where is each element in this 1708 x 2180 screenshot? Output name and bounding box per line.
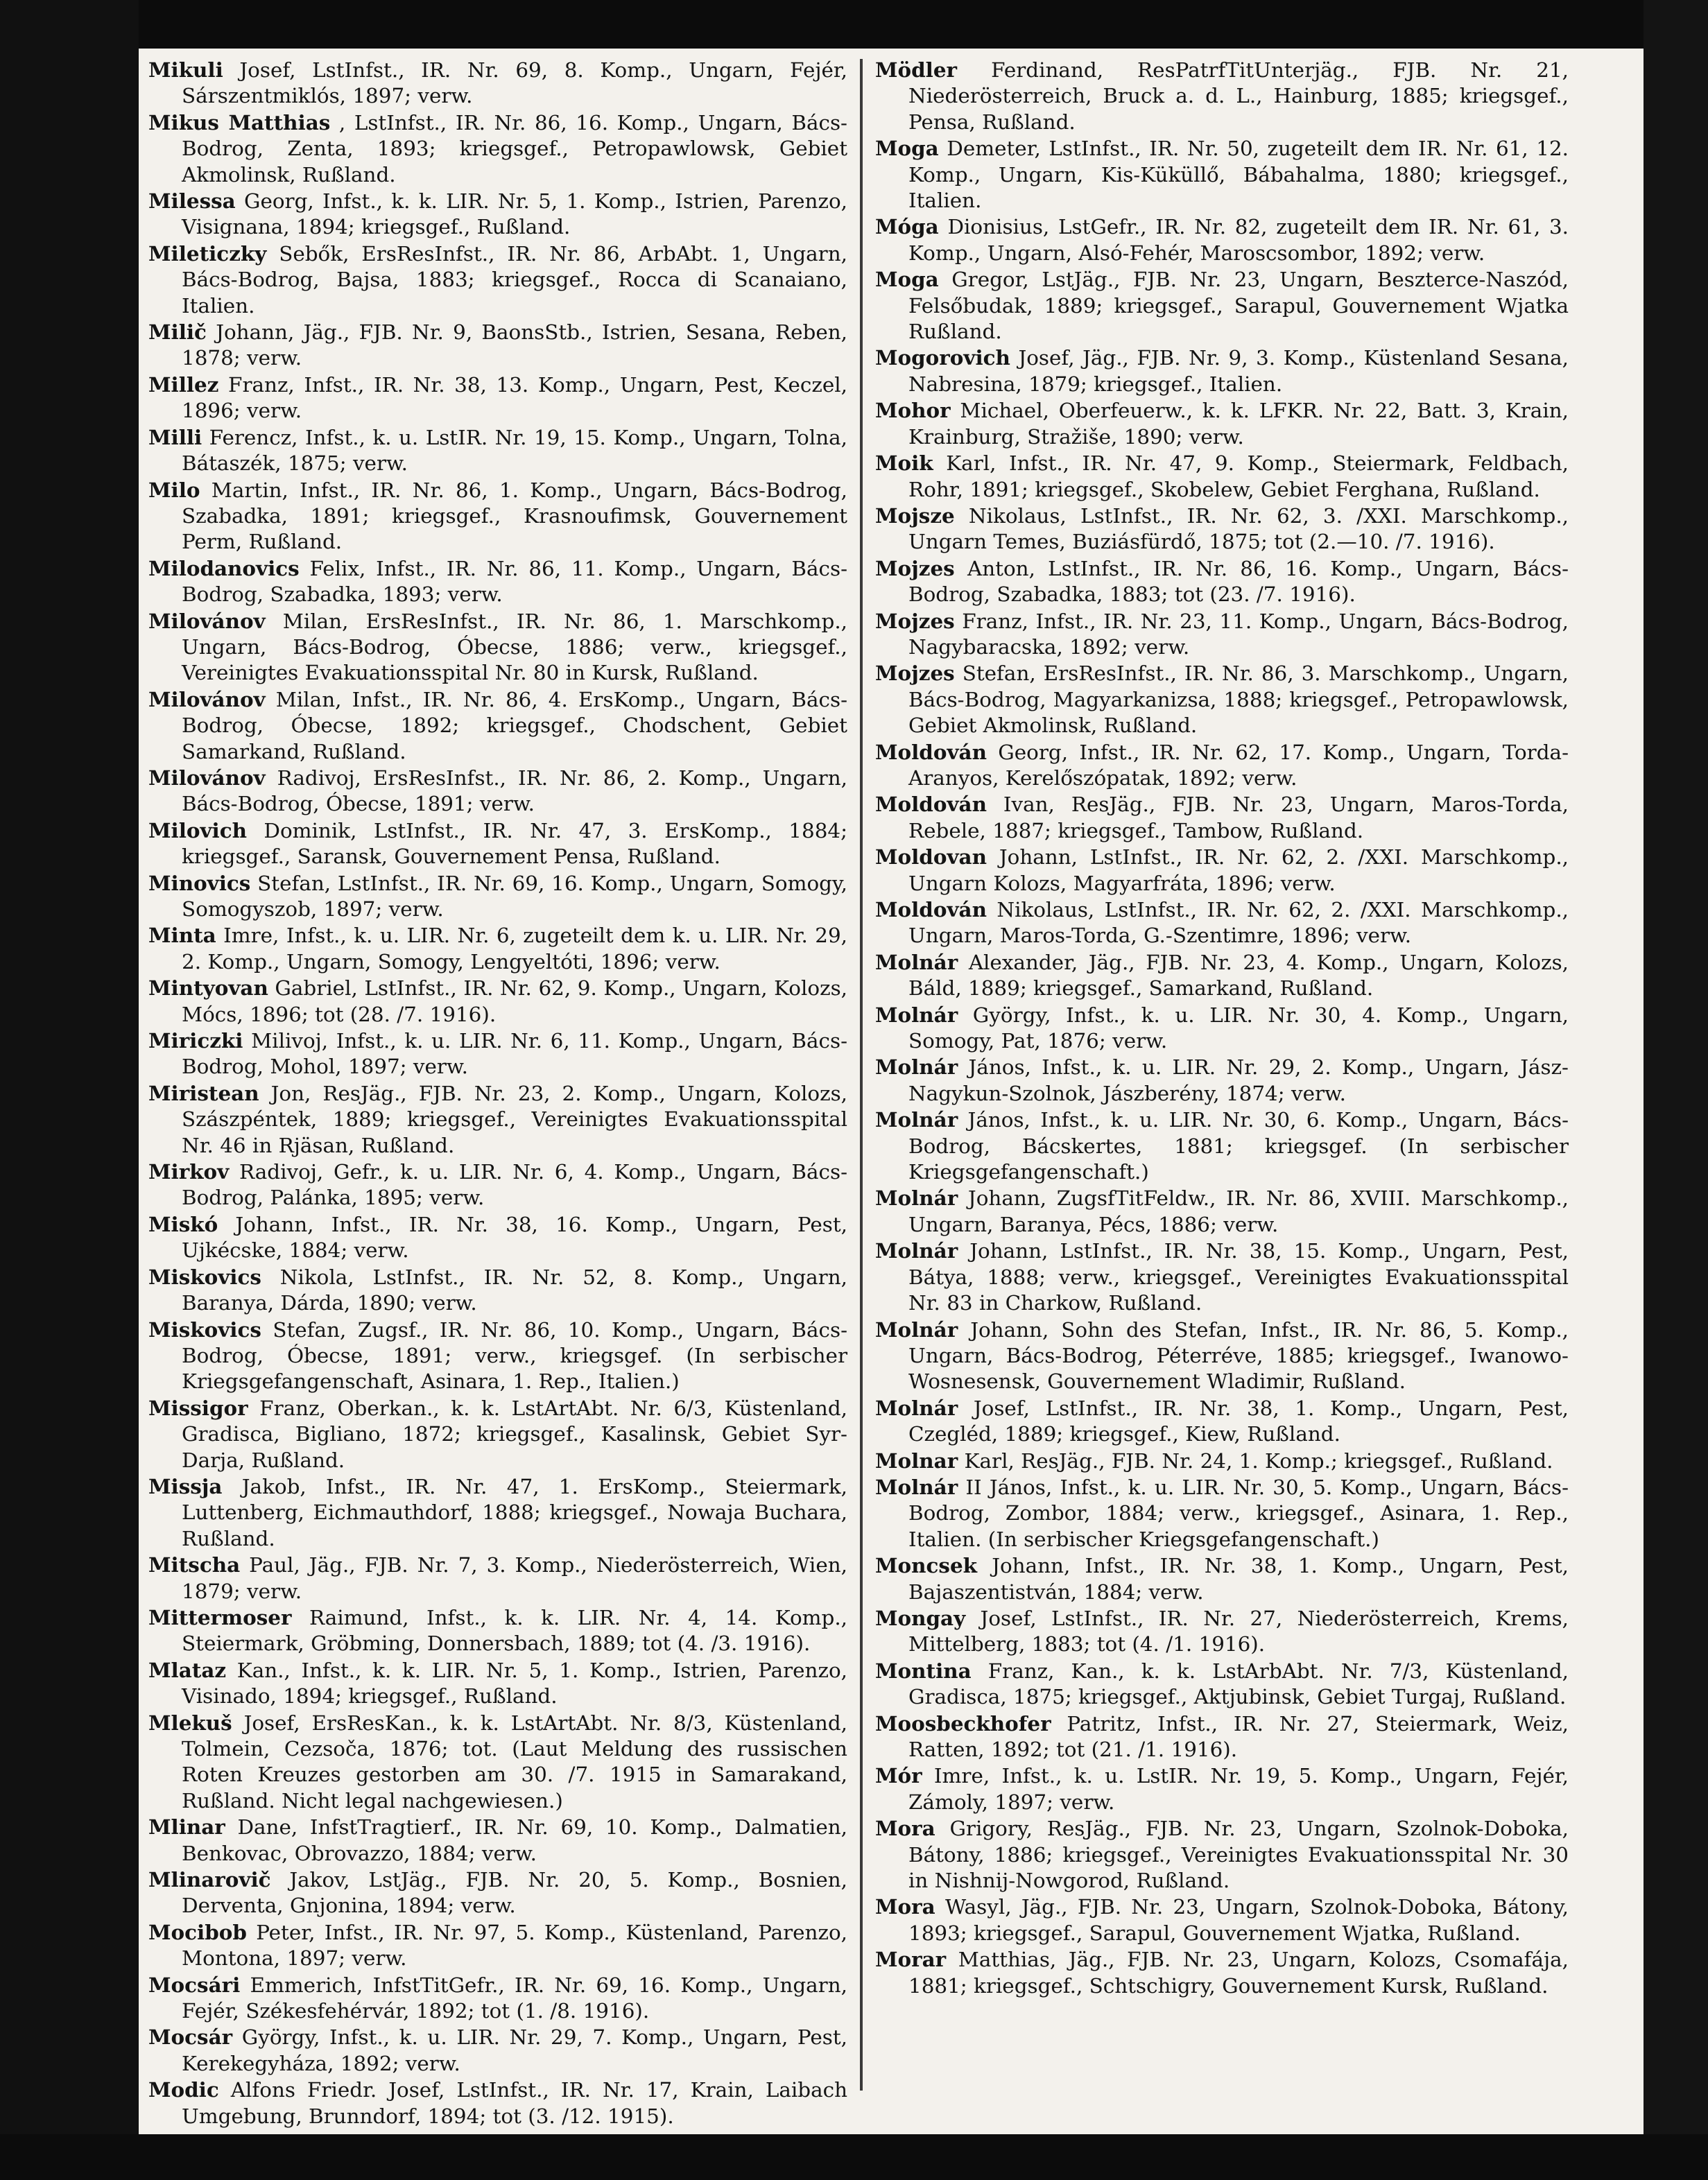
entry-surname: Mojzes: [875, 661, 955, 686]
list-item: [148, 319, 847, 372]
list-item: [148, 1604, 847, 1657]
list-item: [148, 608, 847, 686]
list-item: [875, 1658, 1569, 1711]
entry-details: Martin, Infst., IR. Nr. 86, 1. Komp., Ungarn, Bács-Bodrog, Szabadka, 1891; kriegsgef., Krasnoufimsk, Gouvernement Perm, Rußland.: [182, 478, 847, 554]
list-item: [875, 135, 1569, 214]
entry-surname: Mocsár: [148, 2025, 233, 2050]
entry-details: Johann, Jäg., FJB. Nr. 9, BaonsStb., Istrien, Sesana, Reben, 1878; verw.: [182, 320, 848, 370]
entry-details: , LstInfst., IR. Nr. 86, 16. Komp., Ungarn, Bács-Bodrog, Zenta, 1893; kriegsgef., Petropawlowsk, Gebiet Akmolinsk, Rußland.: [182, 110, 847, 187]
entry-surname: Mojzes: [875, 555, 955, 580]
entry-details: Nikolaus, LstInfst., IR. Nr. 62, 2. /XXI. Marschkomp., Ungarn, Maros-Torda, G.-Szentimre, 1896; verw.: [908, 898, 1569, 948]
entry-details: Stefan, Zugsf., IR. Nr. 86, 10. Komp., Ungarn, Bács-Bodrog, Óbecse, 1891; verw., kriegsgef. (In serbischer Kriegsgefangenschaft, Asinara, 1. Rep., Italien.): [182, 1317, 848, 1394]
entry-details: Patritz, Infst., IR. Nr. 27, Steiermark, Weiz, Ratten, 1892; tot (21. /1. 1916).: [908, 1711, 1569, 1761]
entry-details: Milan, Infst., IR. Nr. 86, 4. ErsKomp., Ungarn, Bács-Bodrog, Óbecse, 1892; kriegsgef., Chodschent, Gebiet Samarkand, Rußland.: [182, 687, 848, 763]
list-item: [875, 450, 1569, 503]
entry-surname: Minovics: [148, 870, 251, 895]
entry-details: Imre, Infst., k. u. LIR. Nr. 6, zugeteilt dem k. u. LIR. Nr. 29, 2. Komp., Ungarn, Somogy, Lengyeltóti, 1896; verw.: [182, 924, 848, 974]
entry-surname: Mojsze: [875, 503, 955, 528]
list-item: [148, 1972, 847, 2025]
scan-edge-bottom: [0, 2134, 1708, 2180]
entry-surname: Mlinarovič: [148, 1867, 271, 1892]
entry-details: Dionisius, LstGefr., IR. Nr. 82, zugeteilt dem IR. Nr. 61, 3. Komp., Ungarn, Alsó-Fehér, Maroscsombor, 1892; verw.: [908, 215, 1569, 265]
entry-surname: Molnár: [875, 949, 958, 974]
entry-details: Franz, Infst., IR. Nr. 23, 11. Komp., Ungarn, Bács-Bodrog, Nagybaracska, 1892; verw.: [908, 609, 1569, 659]
entry-details: Jon, ResJäg., FJB. Nr. 23, 2. Komp., Ungarn, Kolozs, Szászpéntek, 1889; kriegsgef., Vereinigtes Evakuationsspital Nr. 46 in Rjäsan, Rußland.: [182, 1081, 848, 1157]
entry-details: Ferencz, Infst., k. u. LstIR. Nr. 19, 15. Komp., Ungarn, Tolna, Bátaszék, 1875; verw.: [182, 425, 848, 476]
list-item: [148, 1159, 847, 1211]
entry-details: Sebők, ErsResInfst., IR. Nr. 86, ArbAbt. 1, Ungarn, Bács-Bodrog, Bajsa, 1883; kriegsgef., Rocca di Scanaiano, Italien.: [182, 241, 848, 318]
entry-details: Wasyl, Jäg., FJB. Nr. 23, Ungarn, Szolnok-Doboka, Bátony, 1893; kriegsgef., Sarapul, Gouvernement Wjatka, Rußland.: [908, 1895, 1569, 1945]
entry-details: Georg, Infst., IR. Nr. 62, 17. Komp., Ungarn, Torda-Aranyos, Kerelőszópatak, 1892; verw.: [908, 740, 1569, 790]
list-item: [148, 1080, 847, 1159]
entry-surname: Milo: [148, 477, 200, 502]
entry-surname: Mlinar: [148, 1815, 225, 1840]
entry-details: György, Infst., k. u. LIR. Nr. 30, 4. Komp., Ungarn, Somogy, Pat, 1876; verw.: [908, 1003, 1569, 1053]
list-item: [148, 1710, 847, 1815]
entry-surname: Mlekuš: [148, 1710, 232, 1735]
list-item: [148, 1919, 847, 1972]
entry-surname: Milovich: [148, 818, 247, 842]
entry-details: Johann, LstInfst., IR. Nr. 38, 15. Komp., Ungarn, Pest, Bátya, 1888; verw., kriegsgef., Vereinigtes Evakuationsspital Nr. 83 in Charkow, Rußland.: [908, 1239, 1569, 1315]
list-item: [148, 1552, 847, 1604]
list-item: [148, 686, 847, 765]
entry-surname: Moldován: [875, 739, 987, 764]
list-item: [148, 1317, 847, 1395]
entry-surname: Mileticzky: [148, 241, 267, 266]
entry-surname: Millez: [148, 372, 219, 397]
entry-details: Milivoj, Infst., k. u. LIR. Nr. 6, 11. Komp., Ungarn, Bács-Bodrog, Mohol, 1897; verw.: [182, 1029, 847, 1079]
entry-surname: Morar: [875, 1947, 947, 1972]
list-item: [875, 791, 1569, 844]
list-item: [148, 1867, 847, 1919]
entry-surname: Mojzes: [875, 608, 955, 633]
entry-surname: Moncsek: [875, 1553, 978, 1578]
list-item: [148, 110, 847, 188]
entry-details: Radivoj, Gefr., k. u. LIR. Nr. 6, 4. Komp., Ungarn, Bács-Bodrog, Palánka, 1895; verw.: [182, 1160, 847, 1210]
entry-details: Felix, Infst., IR. Nr. 86, 11. Komp., Ungarn, Bács-Bodrog, Szabadka, 1893; verw.: [182, 556, 848, 607]
entry-surname: Milodanovics: [148, 555, 300, 580]
entry-details: Franz, Oberkan., k. k. LstArtAbt. Nr. 6/3, Küstenland, Gradisca, Bigliano, 1872; kriegsgef., Kasalinsk, Gebiet Syr-Darja, Rußland.: [182, 1396, 847, 1472]
entry-surname: Mödler: [875, 58, 958, 82]
entry-surname: Montina: [875, 1658, 972, 1683]
entry-details: János, Infst., k. u. LIR. Nr. 30, 6. Komp., Ungarn, Bács-Bodrog, Bácskertes, 1881; kriegsgef. (In serbischer Kriegsgefangenschaft.): [908, 1108, 1569, 1184]
entry-surname: Mikuli: [148, 58, 223, 82]
entry-details: Radivoj, ErsResInfst., IR. Nr. 86, 2. Komp., Ungarn, Bács-Bodrog, Óbecse, 1891; verw.: [182, 765, 847, 816]
scan-edge-top: [0, 0, 1708, 49]
entry-details: Johann, ZugsfTitFeldw., IR. Nr. 86, XVIII. Marschkomp., Ungarn, Baranya, Pécs, 1886; verw.: [908, 1186, 1569, 1236]
entry-details: Milan, ErsResInfst., IR. Nr. 86, 1. Marschkomp., Ungarn, Bács-Bodrog, Óbecse, 1886; verw., kriegsgef., Vereinigtes Evakuationsspital Nr. 80 in Kursk, Rußland.: [182, 609, 847, 685]
entry-surname: Moosbeckhofer: [875, 1711, 1051, 1736]
list-item: [875, 739, 1569, 792]
list-item: [875, 1317, 1569, 1395]
list-item: [148, 477, 847, 555]
entry-surname: Molnár: [875, 1474, 958, 1499]
entry-surname: Miskó: [148, 1211, 218, 1236]
scan-edge-right: [1644, 0, 1708, 2180]
entry-surname: Molnár: [875, 1055, 958, 1080]
list-item: [875, 1474, 1569, 1552]
list-item: [875, 266, 1569, 345]
entry-surname: Milovánov: [148, 765, 266, 790]
right-column: [875, 57, 1569, 1999]
entry-surname: Missja: [148, 1473, 223, 1498]
entry-details: Peter, Infst., IR. Nr. 97, 5. Komp., Küstenland, Parenzo, Montona, 1897; verw.: [182, 1920, 848, 1971]
list-item: [875, 1185, 1569, 1238]
entry-details: Matthias, Jäg., FJB. Nr. 23, Ungarn, Kolozs, Csomafája, 1881; kriegsgef., Schtschigry, Gouvernement Kursk, Rußland.: [908, 1948, 1569, 1998]
entry-details: Karl, ResJäg., FJB. Nr. 24, 1. Komp.; kriegsgef., Rußland.: [964, 1448, 1553, 1473]
list-item: [148, 57, 847, 110]
list-item: [148, 975, 847, 1028]
entry-surname: Mittermoser: [148, 1604, 292, 1629]
list-item: [148, 188, 847, 241]
list-item: [875, 214, 1569, 266]
list-item: [875, 1946, 1569, 1999]
entry-details: Imre, Infst., k. u. LstIR. Nr. 19, 5. Komp., Ungarn, Fejér, Zámoly, 1897; verw.: [908, 1764, 1569, 1814]
entry-surname: Molnár: [875, 1107, 958, 1132]
entry-surname: Moldován: [875, 897, 987, 922]
column-divider: [860, 59, 863, 2091]
entry-surname: Móga: [875, 214, 939, 239]
entry-details: Demeter, LstInfst., IR. Nr. 50, zugeteilt dem IR. Nr. 61, 12. Komp., Ungarn, Kis-Küküllő, Bábahalma, 1880; kriegsgef., Italien.: [908, 137, 1569, 213]
list-item: [875, 555, 1569, 608]
entry-details: Josef, ErsResKan., k. k. LstArtAbt. Nr. 8/3, Küstenland, Tolmein, Cezsoča, 1876; tot. (Laut Meldung des russischen Roten Kreuzes gestorben am 30. /7. 1915 in Samarakand, Rußland. Nicht legal nachgewiesen.): [182, 1711, 847, 1813]
entry-details: Stefan, ErsResInfst., IR. Nr. 86, 3. Marschkomp., Ungarn, Bács-Bodrog, Magyarkanizsa, 1888; kriegsgef., Petropawlowsk, Gebiet Akmolinsk, Rußland.: [908, 661, 1569, 738]
list-item: [148, 2077, 847, 2129]
list-item: [148, 1473, 847, 1552]
list-item: [148, 424, 847, 477]
entry-surname: Mongay: [875, 1605, 966, 1630]
entry-details: Michael, Oberfeuerw., k. k. LFKR. Nr. 22, Batt. 3, Krain, Krainburg, Stražiše, 1890; verw.: [908, 399, 1569, 449]
list-item: [148, 765, 847, 818]
list-item: [875, 1002, 1569, 1055]
list-item: [875, 949, 1569, 1002]
entry-details: Nikolaus, LstInfst., IR. Nr. 62, 3. /XXI. Marschkomp., Ungarn Temes, Buziásfürdő, 1875; tot (2.—10. /7. 1916).: [908, 503, 1569, 554]
entry-surname: Minta: [148, 923, 216, 948]
entry-surname: Missigor: [148, 1395, 248, 1420]
entry-surname: Miriczki: [148, 1028, 243, 1053]
entry-details: Gabriel, LstInfst., IR. Nr. 62, 9. Komp., Ungarn, Kolozs, Mócs, 1896; tot (28. /7. 1916).: [182, 976, 847, 1026]
entry-details: II János, Infst., k. u. LIR. Nr. 30, 5. Komp., Ungarn, Bács-Bodrog, Zombor, 1884; verw., kriegsgef., Asinara, 1. Rep., Italien. (In serbischer Kriegsgefangenschaft.): [908, 1475, 1569, 1551]
entry-details: Johann, LstInfst., IR. Nr. 62, 2. /XXI. Marschkomp., Ungarn Kolozs, Magyarfráta, 1896; verw.: [908, 845, 1569, 895]
entry-details: Dominik, LstInfst., IR. Nr. 47, 3. ErsKomp., 1884; kriegsgef., Saransk, Gouvernement Pensa, Rußland.: [182, 818, 847, 869]
entry-details: Johann, Sohn des Stefan, Infst., IR. Nr. 86, 5. Komp., Ungarn, Bács-Bodrog, Péterréve, 1885; kriegsgef., Iwanowo-Wosnesensk, Gouvernement Wladimir, Rußland.: [908, 1317, 1569, 1394]
scan-edge-left: [0, 0, 139, 2180]
left-column: [148, 57, 847, 2129]
entry-surname: Mirkov: [148, 1159, 230, 1184]
list-item: [875, 1395, 1569, 1448]
list-item: [875, 1894, 1569, 1946]
entry-surname: Mocibob: [148, 1919, 247, 1944]
entry-details: Anton, LstInfst., IR. Nr. 86, 16. Komp., Ungarn, Bács-Bodrog, Szabadka, 1883; tot (23. /7. 1916).: [908, 556, 1569, 607]
entry-details: Karl, Infst., IR. Nr. 47, 9. Komp., Steiermark, Feldbach, Rohr, 1891; kriegsgef., Skobelew, Gebiet Ferghana, Rußland.: [908, 451, 1569, 501]
entry-details: Grigory, ResJäg., FJB. Nr. 23, Ungarn, Szolnok-Doboka, Bátony, 1886; kriegsgef., Vereinigtes Evakuationsspital Nr. 30 in Nishnij-Nowgorod, Rußland.: [908, 1817, 1569, 1893]
entry-surname: Moik: [875, 451, 933, 476]
list-item: [875, 503, 1569, 555]
entry-details: Jakob, Infst., IR. Nr. 47, 1. ErsKomp., Steiermark, Luttenberg, Eichmauthdorf, 1888; kriegsgef., Nowaja Buchara, Rußland.: [182, 1474, 847, 1550]
entry-surname: Miristean: [148, 1080, 259, 1105]
entry-details: Nikola, LstInfst., IR. Nr. 52, 8. Komp., Ungarn, Baranya, Dárda, 1890; verw.: [182, 1265, 847, 1315]
list-item: [148, 372, 847, 424]
entry-surname: Molnár: [875, 1186, 958, 1211]
entry-surname: Moga: [875, 136, 939, 161]
entry-details: György, Infst., k. u. LIR. Nr. 29, 7. Komp., Ungarn, Pest, Kerekegyháza, 1892; verw.: [182, 2025, 847, 2075]
entry-surname: Milli: [148, 424, 202, 449]
entry-surname: Moga: [875, 267, 939, 292]
entry-details: Josef, Jäg., FJB. Nr. 9, 3. Komp., Küstenland Sesana, Nabresina, 1879; kriegsgef., Italien.: [908, 346, 1569, 396]
entry-details: Josef, LstInfst., IR. Nr. 38, 1. Komp., Ungarn, Pest, Czegléd, 1889; kriegsgef., Kiew, Rußland.: [908, 1396, 1569, 1446]
entry-details: Josef, LstInfst., IR. Nr. 69, 8. Komp., Ungarn, Fejér, Sárszentmiklós, 1897; verw.: [182, 58, 848, 108]
entry-surname: Mitscha: [148, 1552, 241, 1577]
entry-surname: Molnár: [875, 1395, 958, 1420]
entry-surname: Milovánov: [148, 686, 266, 711]
list-item: [875, 1054, 1569, 1107]
list-item: [148, 241, 847, 319]
entry-details: Dane, InfstTragtierf., IR. Nr. 69, 10. Komp., Dalmatien, Benkovac, Obrovazzo, 1884; verw.: [182, 1815, 847, 1865]
list-item: [148, 1395, 847, 1473]
entry-details: Emmerich, InfstTitGefr., IR. Nr. 69, 16. Komp., Ungarn, Fejér, Székesfehérvár, 1892; tot (1. /8. 1916).: [182, 1973, 848, 2023]
entry-surname: Mocsári: [148, 1972, 241, 1997]
entry-surname: Milič: [148, 320, 207, 345]
list-item: [148, 1211, 847, 1264]
entry-details: Kan., Infst., k. k. LIR. Nr. 5, 1. Komp., Istrien, Parenzo, Visinado, 1894; kriegsgef., Rußland.: [182, 1658, 847, 1708]
entry-surname: Mohor: [875, 398, 951, 423]
entry-surname: Mintyovan: [148, 976, 268, 1001]
entry-surname: Mlataz: [148, 1657, 227, 1682]
list-item: [875, 1763, 1569, 1815]
list-item: [148, 1657, 847, 1710]
entry-details: Johann, Infst., IR. Nr. 38, 16. Komp., Ungarn, Pest, Ujkécske, 1884; verw.: [182, 1212, 847, 1263]
entry-details: Franz, Kan., k. k. LstArbAbt. Nr. 7/3, Küstenland, Gradisca, 1875; kriegsgef., Aktjubinsk, Gebiet Turgaj, Rußland.: [908, 1659, 1569, 1709]
list-item: [875, 1711, 1569, 1763]
list-item: [875, 844, 1569, 897]
entry-details: Johann, Infst., IR. Nr. 38, 1. Komp., Ungarn, Pest, Bajaszentistván, 1884; verw.: [908, 1554, 1569, 1604]
entry-details: Gregor, LstJäg., FJB. Nr. 23, Ungarn, Beszterce-Naszód, Felsőbudak, 1889; kriegsgef., Sarapul, Gouvernement Wjatka Rußland.: [908, 268, 1569, 344]
entry-details: Alfons Friedr. Josef, LstInfst., IR. Nr. 17, Krain, Laibach Umgebung, Brunndorf, 1894; tot (3. /12. 1915).: [182, 2078, 847, 2128]
entry-surname: Miskovics: [148, 1264, 261, 1289]
list-item: [875, 1605, 1569, 1658]
entry-surname: Molnár: [875, 1002, 958, 1027]
list-item: [875, 345, 1569, 397]
entry-details: Jakov, LstJäg., FJB. Nr. 20, 5. Komp., Bosnien, Derventa, Gnjonina, 1894; verw.: [182, 1868, 847, 1918]
list-item: [875, 57, 1569, 135]
list-item: [148, 1814, 847, 1867]
entry-surname: Molnar: [875, 1448, 958, 1473]
list-item: [148, 2024, 847, 2077]
entry-surname: Mór: [875, 1763, 922, 1788]
entry-details: Alexander, Jäg., FJB. Nr. 23, 4. Komp., Ungarn, Kolozs, Báld, 1889; kriegsgef., Samarkand, Rußland.: [908, 950, 1569, 1001]
entry-details: Stefan, LstInfst., IR. Nr. 69, 16. Komp., Ungarn, Somogy, Somogyszob, 1897; verw.: [182, 871, 848, 921]
entry-surname: Milovánov: [148, 608, 266, 633]
list-item: [875, 1552, 1569, 1605]
entry-details: Paul, Jäg., FJB. Nr. 7, 3. Komp., Niederösterreich, Wien, 1879; verw.: [182, 1553, 847, 1603]
list-item: [875, 1238, 1569, 1316]
entry-surname: Molnár: [875, 1238, 958, 1263]
list-item: [875, 897, 1569, 949]
list-item: [148, 922, 847, 975]
list-item: [148, 870, 847, 923]
entry-surname: Miskovics: [148, 1317, 261, 1342]
entry-details: Raimund, Infst., k. k. LIR. Nr. 4, 14. Komp., Steiermark, Gröbming, Donnersbach, 1889; tot (4. /3. 1916).: [182, 1605, 848, 1656]
list-item: [875, 660, 1569, 738]
list-item: [148, 818, 847, 870]
entry-details: János, Infst., k. u. LIR. Nr. 29, 2. Komp., Ungarn, Jász-Nagykun-Szolnok, Jászberény, 1874; verw.: [908, 1055, 1569, 1105]
entry-surname: Mikus Matthias: [148, 110, 331, 135]
entry-surname: Mogorovich: [875, 345, 1010, 370]
entry-surname: Modic: [148, 2077, 219, 2102]
entry-details: Franz, Infst., IR. Nr. 38, 13. Komp., Ungarn, Pest, Keczel, 1896; verw.: [182, 372, 848, 423]
entry-details: Ivan, ResJäg., FJB. Nr. 23, Ungarn, Maros-Torda, Rebele, 1887; kriegsgef., Tambow, Rußland.: [908, 793, 1569, 842]
entry-surname: Moldován: [875, 792, 987, 817]
list-item: [875, 1107, 1569, 1185]
list-item: [875, 1448, 1569, 1474]
entry-details: Josef, LstInfst., IR. Nr. 27, Niederösterreich, Krems, Mittelberg, 1883; tot (4. /1. 1916).: [908, 1606, 1569, 1656]
entry-surname: Mora: [875, 1816, 935, 1841]
list-item: [148, 1028, 847, 1080]
list-item: [148, 555, 847, 608]
entry-surname: Moldovan: [875, 845, 987, 870]
entry-surname: Mora: [875, 1894, 935, 1919]
list-item: [148, 1264, 847, 1317]
entry-surname: Molnár: [875, 1317, 958, 1342]
list-item: [875, 608, 1569, 661]
list-item: [875, 397, 1569, 450]
entry-details: Ferdinand, ResPatrfTitUnterjäg., FJB. Nr. 21, Niederösterreich, Bruck a. d. L., Hainburg, 1885; kriegsgef., Pensa, Rußland.: [908, 58, 1569, 134]
entry-surname: Milessa: [148, 189, 236, 214]
list-item: [875, 1815, 1569, 1894]
entry-details: Georg, Infst., k. k. LIR. Nr. 5, 1. Komp., Istrien, Parenzo, Visignana, 1894; kriegsgef., Rußland.: [182, 189, 848, 239]
